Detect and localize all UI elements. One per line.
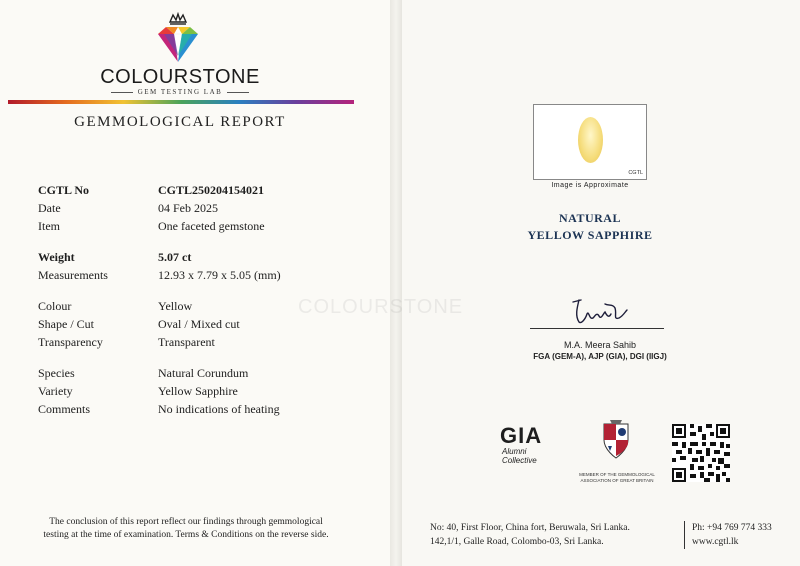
image-caption: Image is Approximate [551,182,629,189]
qr-code-icon [672,424,730,482]
photo-mark: CGTL [628,170,643,176]
address-block: No: 40, First Floor, China fort, Beruwala, Sri Lanka. 142,1/1, Galle Road, Colombo-03, Sri Lanka. [430,523,630,547]
contact-divider [684,521,685,549]
detail-label: Transparency [38,335,103,349]
detail-label: Shape / Cut [38,317,94,331]
detail-value: No indications of heating [158,402,280,416]
signature-icon [565,294,635,330]
left-page [0,0,392,566]
signature-line [530,328,664,329]
detail-label: Date [38,201,61,215]
detail-value: CGTL250204154021 [158,183,265,197]
detail-value: Transparent [158,335,215,349]
watermark-text: COLOURSTONE [298,296,464,318]
detail-label: Weight [38,250,75,264]
disclaimer-note: The conclusion of this report reflect our findings through gemmological testing at the time of examination. Terms & Conditions on the reverse side. [43,517,329,540]
contact-block: Ph: +94 769 774 333 www.cgtl.lk [692,523,772,547]
signer-credentials: FGA (GEM-A), AJP (GIA), DGI (IIGJ) [533,352,667,361]
crest-caption: MEMBER OF THE GEMMOLOGICAL ASSOCIATION OF GREAT BRITAIN [579,472,655,483]
detail-value: Natural Corundum [158,366,249,380]
gemstone-image [578,117,603,163]
report-title: GEMMOLOGICAL REPORT [74,114,286,130]
signer-name: M.A. Meera Sahib [563,340,637,350]
rainbow-divider [8,100,354,104]
detail-value: 12.93 x 7.79 x 5.05 (mm) [158,268,281,282]
detail-label: Species [38,366,75,380]
detail-value: One faceted gemstone [158,219,265,233]
detail-value: 04 Feb 2025 [158,201,218,215]
detail-label: Variety [38,384,73,398]
right-page [402,0,800,566]
diamond-crown-logo-icon [148,12,208,72]
conclusion-line-1: NATURAL [559,211,621,225]
brand-tagline: GEM TESTING LAB [0,88,360,96]
detail-value: Yellow [158,299,193,313]
detail-label: Comments [38,402,91,416]
conclusion-line-2: YELLOW SAPPHIRE [527,228,653,242]
gem-a-crest-icon [598,418,634,460]
detail-value: 5.07 ct [158,250,192,264]
gia-alumni-logo: GIA Alumni Collective [500,423,543,465]
detail-label: Item [38,219,60,233]
detail-value: Yellow Sapphire [158,384,238,398]
detail-label: CGTL No [38,183,90,197]
brand-name: COLOURSTONE [100,66,260,88]
detail-value: Oval / Mixed cut [158,317,240,331]
gemstone-photo-frame [533,104,647,180]
page-fold [390,0,402,566]
detail-label: Measurements [38,268,108,282]
detail-label: Colour [38,299,72,313]
